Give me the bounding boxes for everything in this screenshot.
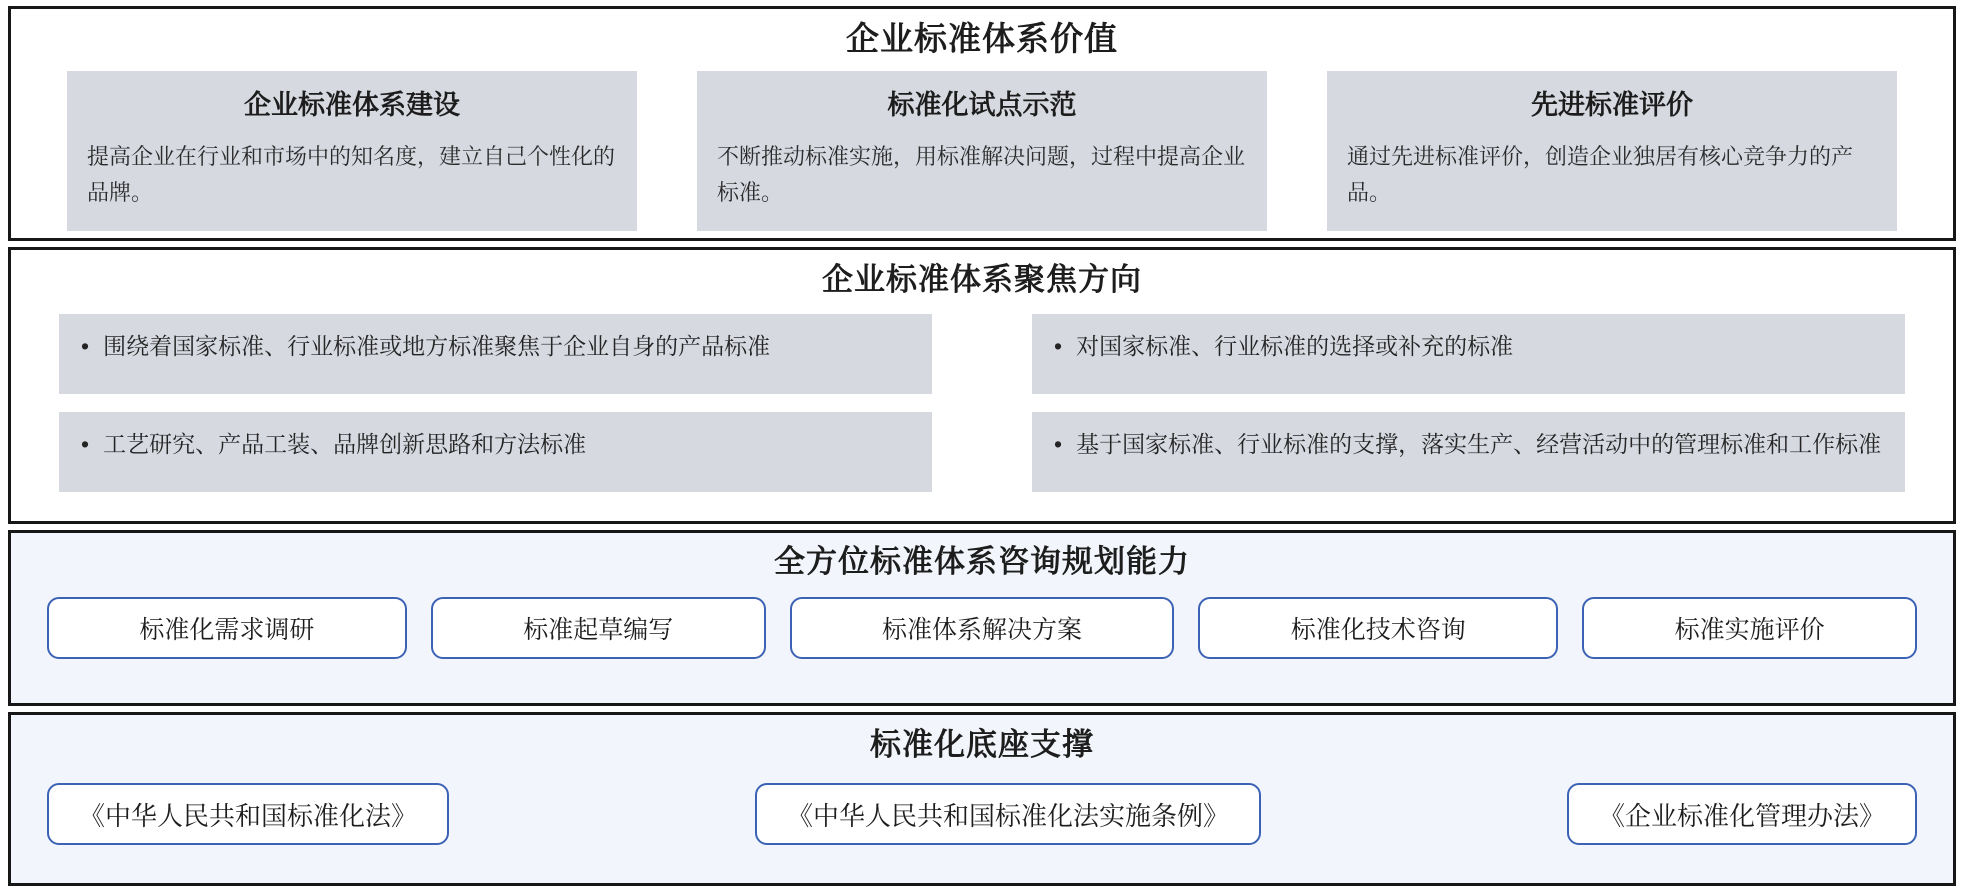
panel-base-title: 标准化底座支撑	[870, 727, 1094, 762]
value-card	[697, 71, 1267, 231]
consulting-pill[interactable]: 标准实施评价	[1582, 597, 1917, 659]
panel-enterprise-standard-value	[8, 6, 1956, 241]
consulting-pill[interactable]: 标准化需求调研	[47, 597, 407, 659]
value-card-title: 标准化试点示范	[887, 90, 1077, 120]
consulting-pill[interactable]: 标准化技术咨询	[1198, 597, 1558, 659]
focus-item	[1032, 412, 1905, 492]
regulation-pill[interactable]: 《中华人民共和国标准化法实施条例》	[755, 783, 1261, 845]
value-card-title: 先进标准评价	[1531, 90, 1693, 120]
value-card	[67, 71, 637, 231]
consulting-pill[interactable]: 标准体系解决方案	[790, 597, 1175, 659]
bullet-icon: •	[1054, 431, 1063, 458]
consulting-pill[interactable]: 标准起草编写	[431, 597, 766, 659]
regulation-pill[interactable]: 《中华人民共和国标准化法》	[47, 783, 449, 845]
consulting-pill-row	[11, 597, 1953, 659]
regulation-pill[interactable]: 《企业标准化管理办法》	[1567, 783, 1917, 845]
focus-item-text: 工艺研究、产品工装、品牌创新思路和方法标准	[103, 431, 587, 458]
panel-focus-title: 企业标准体系聚焦方向	[822, 262, 1142, 298]
base-pill-row	[11, 783, 1953, 845]
focus-item	[59, 412, 932, 492]
focus-item	[59, 314, 932, 394]
bullet-icon: •	[1054, 333, 1063, 360]
value-card	[1327, 71, 1897, 231]
focus-item-text: 对国家标准、行业标准的选择或补充的标准	[1076, 333, 1514, 360]
focus-item	[1032, 314, 1905, 394]
panel-focus-direction	[8, 247, 1956, 524]
panel-consulting-capability	[8, 530, 1956, 706]
value-card-text: 不断推动标准实施，用标准解决问题，过程中提高企业标准。	[717, 144, 1246, 205]
value-card-text: 提高企业在行业和市场中的知名度，建立自己个性化的品牌。	[87, 144, 616, 205]
focus-item-grid	[11, 314, 1953, 492]
value-card-row	[11, 71, 1953, 231]
focus-item-text: 基于国家标准、行业标准的支撑，落实生产、经营活动中的管理标准和工作标准	[1076, 431, 1882, 458]
value-card-title: 企业标准体系建设	[244, 90, 460, 120]
bullet-icon: •	[81, 431, 90, 458]
panel-value-title: 企业标准体系价值	[846, 20, 1118, 57]
panel-base-support	[8, 712, 1956, 886]
value-card-text: 通过先进标准评价，创造企业独居有核心竞争力的产品。	[1347, 144, 1854, 205]
panel-consulting-title: 全方位标准体系咨询规划能力	[774, 544, 1190, 580]
bullet-icon: •	[81, 333, 90, 360]
focus-item-text: 围绕着国家标准、行业标准或地方标准聚焦于企业自身的产品标准	[103, 333, 771, 360]
